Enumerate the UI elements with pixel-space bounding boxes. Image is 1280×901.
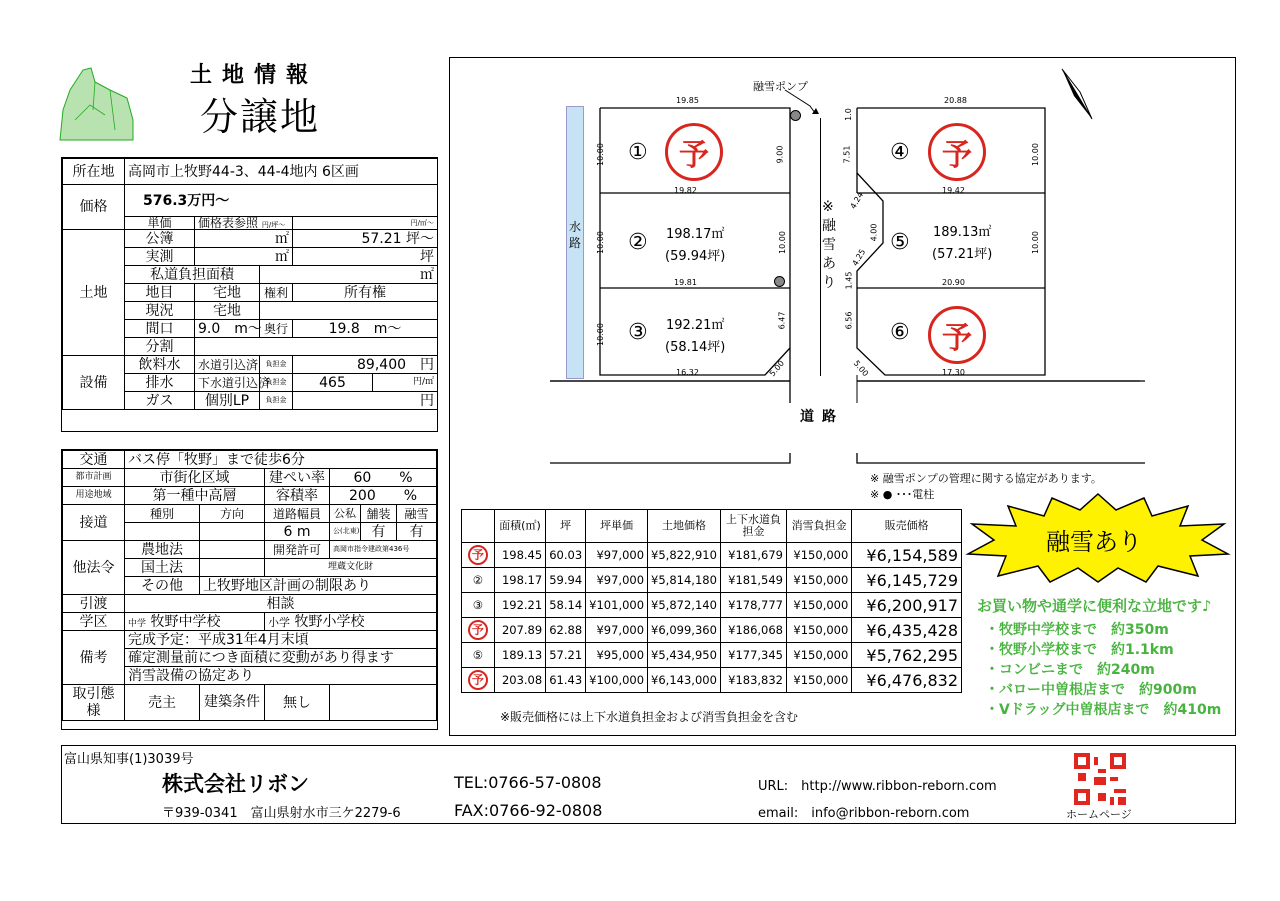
jissoku-label: 実測 — [125, 248, 195, 266]
pole-legend-note: ※ ● ･･･電柱 — [870, 488, 935, 501]
water-burden-label: 負担金 — [260, 356, 293, 374]
area-cell: 203.08 — [494, 668, 545, 693]
unit-price-cell: ¥101,000 — [586, 593, 648, 618]
dim-label: 10.00 — [595, 143, 605, 166]
torihiki-value: 売主 — [125, 685, 200, 721]
toshi-label: 都市計画 — [63, 469, 125, 487]
private-road-label: 私道負担面積 — [125, 266, 260, 284]
land-price-cell: ¥6,099,360 — [648, 618, 721, 643]
maguchi-value: 9.0 m～ — [195, 320, 260, 338]
genkyo-value: 宅地 — [195, 302, 260, 320]
tsubo-cell: 62.88 — [546, 618, 586, 643]
hoko-header: 方向 — [200, 505, 265, 523]
dim-label: 20.88 — [944, 96, 967, 105]
area-cell: 198.45 — [494, 543, 545, 568]
price-value: 576.3万円～ — [125, 185, 438, 217]
land-price-cell: ¥5,822,910 — [648, 543, 721, 568]
snow-fee-cell: ¥150,000 — [787, 668, 852, 693]
reserved-mark: 予 — [665, 123, 723, 181]
dim-label: 6.56 — [844, 311, 854, 330]
company-address: 〒939-0341 富山県射水市三ケ2279-6 — [162, 806, 401, 821]
tsubo-cell: 57.21 — [546, 643, 586, 668]
col-header: 坪単価 — [586, 510, 648, 543]
dim-label: 4.24 — [848, 190, 866, 211]
drain-label: 排水 — [125, 374, 195, 392]
col-header: 販売価格 — [852, 510, 962, 543]
kenpei-value: 60 % — [330, 469, 437, 487]
unit-price-cell: ¥97,000 — [586, 568, 648, 593]
sewer-fee-cell: ¥178,777 — [720, 593, 786, 618]
sewer-fee-cell: ¥181,679 — [720, 543, 786, 568]
lot-tsubo: (58.14坪) — [665, 340, 726, 356]
unit-price-cell: ¥97,000 — [586, 618, 648, 643]
price-label: 価格 — [63, 185, 125, 230]
land-price-cell: ¥5,434,950 — [648, 643, 721, 668]
lot-number: ① — [628, 140, 648, 165]
unit-yen-m2: 円/㎡～ — [293, 217, 438, 230]
shubetsu-header: 種別 — [125, 505, 200, 523]
maizo-value: 埋蔵文化財 — [265, 559, 437, 577]
bunkatsu-label: 分割 — [125, 338, 195, 356]
unit-price-cell: ¥97,000 — [586, 543, 648, 568]
snowmelt-burst-text: 融雪あり — [1046, 528, 1142, 556]
gas-burden-label: 負担金 — [260, 392, 293, 410]
snow-fee-cell: ¥150,000 — [787, 593, 852, 618]
gas-label: ガス — [125, 392, 195, 410]
dim-label: 19.81 — [674, 278, 697, 287]
dim-label: 7.51 — [842, 145, 852, 164]
promo-list — [985, 620, 1221, 720]
tsubo-cell: 61.43 — [546, 668, 586, 693]
sonota-label: その他 — [125, 577, 200, 595]
reserved-mark: 予 — [928, 123, 986, 181]
waterway-label: 水路 — [569, 220, 582, 250]
snow-fee-cell: ¥150,000 — [787, 543, 852, 568]
kenchiku-value: 無し — [265, 685, 330, 721]
snow-fee-cell: ¥150,000 — [787, 568, 852, 593]
biko-label: 備考 — [63, 631, 125, 685]
land-label: 土地 — [63, 230, 125, 356]
homepage-label: ホームページ — [1066, 808, 1132, 821]
dim-label: 19.85 — [676, 96, 699, 105]
dim-label: 16.32 — [676, 368, 699, 377]
table-row — [462, 618, 962, 643]
setsudo-label: 接道 — [63, 505, 125, 541]
traffic-value: バス停「牧野」まで徒歩6分 — [125, 451, 437, 469]
fukuin-header: 道路幅員 — [265, 505, 330, 523]
sho-value: 牧野小学校 — [294, 613, 365, 630]
hikiwatashi-value: 相談 — [125, 595, 437, 613]
yoseki-label: 容積率 — [265, 487, 330, 505]
dim-label: 5.00 — [851, 358, 871, 379]
col-header: 消雪負担金 — [787, 510, 852, 543]
price-table — [461, 509, 962, 693]
promo-item: ・Vドラッグ中曽根店まで 約410m — [985, 702, 1222, 718]
gakku-label: 学区 — [63, 613, 125, 631]
kenpei-label: 建ぺい率 — [265, 469, 330, 487]
unit-price-cell: ¥100,000 — [586, 668, 648, 693]
sewer-fee-cell: ¥186,068 — [720, 618, 786, 643]
dim-label: 19.42 — [942, 186, 965, 195]
land-price-cell: ¥6,143,000 — [648, 668, 721, 693]
lot-no-cell: ② — [462, 568, 495, 593]
dim-label: 6.47 — [777, 311, 787, 330]
kenri-value: 所有権 — [293, 284, 438, 302]
dim-label: 10.00 — [595, 231, 605, 254]
kobo-tsubo: 57.21 坪～ — [293, 230, 438, 248]
promo-item: ・牧野小学校まで 約1.1km — [985, 642, 1174, 658]
dim-label: 10.00 — [1030, 143, 1040, 166]
yoto-label: 用途地域 — [63, 487, 125, 505]
area-cell: 189.13 — [494, 643, 545, 668]
table-row — [462, 593, 962, 618]
fax-number: FAX:0766-92-0808 — [454, 801, 603, 820]
lot-number: ② — [628, 230, 648, 255]
gas-fee: 円 — [293, 392, 438, 410]
dim-label: 17.30 — [942, 368, 965, 377]
reserved-mark: 予 — [928, 306, 986, 364]
dim-label: 10.00 — [1030, 231, 1040, 254]
reserved-badge: 予 — [468, 670, 488, 690]
toyama-map-icon — [55, 60, 135, 145]
license-number: 富山県知事(1)3039号 — [64, 752, 194, 767]
tsubo-cell: 58.14 — [546, 593, 586, 618]
nochi-label: 農地法 — [125, 541, 200, 559]
table-row — [462, 668, 962, 693]
sewer-fee-cell: ¥181,549 — [720, 568, 786, 593]
reserved-badge: 予 — [468, 545, 488, 565]
unit-label: 単価 — [125, 217, 195, 230]
area-cell: 198.17 — [494, 568, 545, 593]
header-subtitle: 分譲地 — [200, 95, 321, 139]
table-row — [462, 643, 962, 668]
kobo-m2: ㎡ — [195, 230, 293, 248]
tsubo-cell: 60.03 — [546, 543, 586, 568]
sewer-fee-cell: ¥183,832 — [720, 668, 786, 693]
water-label: 飲料水 — [125, 356, 195, 374]
company-footer — [61, 745, 1236, 824]
dim-label: 1.45 — [844, 271, 854, 290]
tsubo-cell: 59.94 — [546, 568, 586, 593]
tahou-label: 他法令 — [63, 541, 125, 595]
jissoku-m2: ㎡ — [195, 248, 293, 266]
kaihatsu-label: 開発許可 — [265, 541, 330, 559]
sale-price-cell: ¥6,200,917 — [852, 593, 962, 618]
website-link[interactable]: URL: http://www.ribbon-reborn.com — [758, 779, 997, 794]
maguchi-label: 間口 — [125, 320, 195, 338]
jissoku-tsubo: 坪 — [293, 248, 438, 266]
email-link[interactable]: email: info@ribbon-reborn.com — [758, 806, 970, 821]
chu-label: 中学 — [128, 618, 147, 629]
lot-number: ⑥ — [890, 320, 910, 345]
area-cell: 192.21 — [494, 593, 545, 618]
private-road-unit: ㎡ — [260, 266, 438, 284]
sho-label: 小学 — [268, 615, 290, 629]
kenri-label: 権利 — [260, 284, 293, 302]
traffic-label: 交通 — [63, 451, 125, 469]
lot-no-cell: ③ — [462, 593, 495, 618]
lot-tsubo: (59.94坪) — [665, 249, 726, 265]
regulation-info-table — [61, 449, 438, 730]
water-value: 水道引込済 — [195, 356, 260, 374]
sale-price-cell: ¥6,476,832 — [852, 668, 962, 693]
property-info-table — [61, 157, 438, 432]
dim-label: 20.90 — [942, 278, 965, 287]
drain-value: 下水道引込済 — [195, 374, 260, 392]
unit-value: 価格表参照 — [198, 216, 259, 230]
chimoku-label: 地目 — [125, 284, 195, 302]
kosha-header: 公私 — [330, 505, 361, 523]
unit-yen-tsubo: 円/坪～ — [261, 221, 286, 229]
sonota-value: 上牧野地区計画の制限あり — [200, 577, 437, 595]
pump-agreement-note: ※ 融雪ポンプの管理に関する協定があります。 — [870, 472, 1102, 485]
toshi-value: 市街化区域 — [125, 469, 265, 487]
road-label: 道路 — [800, 409, 844, 425]
lot-area: 198.17㎡ — [665, 227, 725, 242]
lot-area: 192.21㎡ — [665, 318, 725, 333]
table-row — [462, 568, 962, 593]
gas-value: 個別LP — [195, 392, 260, 410]
yusetsu-header: 融雪 — [397, 505, 437, 523]
setsubi-label: 設備 — [63, 356, 125, 410]
drain-unit: 円/㎡ — [373, 374, 438, 392]
biko-line2: 確定測量前につき面積に変動があり得ます — [125, 649, 437, 667]
dim-label: 5.00 — [767, 358, 787, 379]
torihiki-label: 取引態様 — [63, 685, 125, 721]
road-boundary — [545, 378, 1145, 478]
col-header: 坪 — [546, 510, 586, 543]
kenchiku-label: 建築条件 — [200, 685, 265, 721]
promo-item: ・牧野中学校まで 約350m — [985, 622, 1169, 638]
phone-number[interactable]: TEL:0766-57-0808 — [454, 773, 602, 792]
dim-label: 4.25 — [850, 247, 868, 268]
snowmelt-label: ※融雪あり — [822, 199, 836, 291]
land-price-cell: ¥5,872,140 — [648, 593, 721, 618]
dim-label: 19.82 — [674, 186, 697, 195]
sale-price-cell: ¥6,145,729 — [852, 568, 962, 593]
header-title: 土地情報 — [190, 63, 319, 88]
location-value: 高岡市上牧野44-3、44-4地内 6区画 — [125, 159, 438, 185]
dim-label: 10.00 — [777, 231, 787, 254]
qr-code-icon[interactable] — [1074, 753, 1126, 805]
hoso-header: 舗装 — [361, 505, 397, 523]
reserved-badge: 予 — [468, 620, 488, 640]
lot-tsubo: (57.21坪) — [932, 247, 993, 263]
fukuin-value: 6 m — [265, 523, 330, 541]
dim-label: 10.00 — [595, 323, 605, 346]
promo-item: ・コンビニまで 約240m — [985, 662, 1155, 678]
col-header: 上下水道負担金 — [720, 510, 786, 543]
location-label: 所在地 — [63, 159, 125, 185]
snow-fee-cell: ¥150,000 — [787, 643, 852, 668]
land-price-cell: ¥5,814,180 — [648, 568, 721, 593]
sale-price-cell: ¥6,435,428 — [852, 618, 962, 643]
kaihatsu-value: 高岡市指令建政第436号 — [330, 541, 437, 559]
kobo-label: 公簿 — [125, 230, 195, 248]
table-row — [462, 543, 962, 568]
lot-no-cell: ⑤ — [462, 643, 495, 668]
price-note: ※販売価格には上下水道負担金および消雪負担金を含む — [500, 710, 799, 724]
genkyo-label: 現況 — [125, 302, 195, 320]
company-name: 株式会社リボン — [162, 772, 309, 796]
lot-area: 189.13㎡ — [932, 225, 992, 240]
unit-price-cell: ¥95,000 — [586, 643, 648, 668]
okuyuki-value: 19.8 m～ — [293, 320, 438, 338]
lot-number: ③ — [628, 320, 648, 345]
area-cell: 207.89 — [494, 618, 545, 643]
drain-burden-label: 負担金 — [260, 374, 293, 392]
biko-line1: 完成予定：平成31年4月末頃 — [125, 631, 437, 649]
chimoku-value: 宅地 — [195, 284, 260, 302]
dim-label: 9.00 — [775, 145, 785, 164]
hikiwatashi-label: 引渡 — [63, 595, 125, 613]
pump-label: 融雪ポンプ — [753, 80, 808, 93]
sale-price-cell: ¥5,762,295 — [852, 643, 962, 668]
col-header: 面積(㎡) — [494, 510, 545, 543]
dim-label: 1.0 — [843, 108, 853, 121]
yusetsu-value: 有 — [397, 523, 437, 541]
sewer-fee-cell: ¥177,345 — [720, 643, 786, 668]
dim-label: 4.00 — [869, 223, 879, 242]
chu-value: 牧野中学校 — [150, 613, 221, 630]
snow-fee-cell: ¥150,000 — [787, 618, 852, 643]
promo-headline: お買い物や通学に便利な立地です♪ — [977, 597, 1212, 615]
drain-fee: 465 — [293, 374, 373, 392]
yoto-value: 第一種中高層 — [125, 487, 265, 505]
kosha-value: 公(北東) — [330, 523, 361, 541]
sale-price-cell: ¥6,154,589 — [852, 543, 962, 568]
promo-item: ・バロー中曽根店まで 約900m — [985, 682, 1197, 698]
water-fee: 89,400 円 — [293, 356, 438, 374]
okuyuki-label: 奥行 — [260, 320, 293, 338]
kokudo-label: 国土法 — [125, 559, 200, 577]
biko-line3: 消雪設備の協定あり — [125, 667, 437, 685]
lot-number: ④ — [890, 140, 910, 165]
hoso-value: 有 — [361, 523, 397, 541]
yoseki-value: 200 % — [330, 487, 437, 505]
lot-number: ⑤ — [890, 230, 910, 255]
col-header: 土地価格 — [648, 510, 721, 543]
